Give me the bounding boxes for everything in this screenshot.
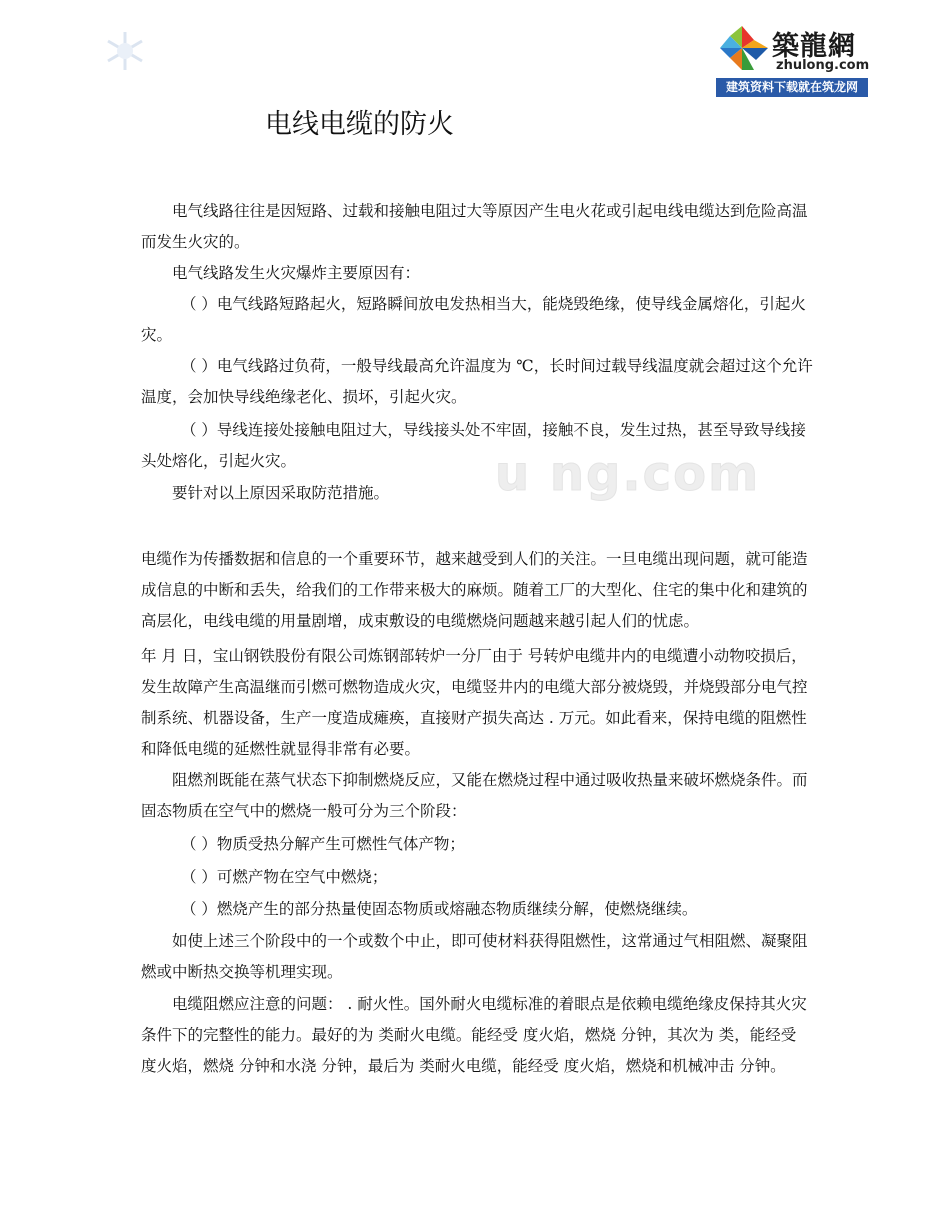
paragraph: 电气线路发生火灾爆炸主要原因有： xyxy=(172,264,421,282)
logo-domain: zhulong.com xyxy=(776,58,870,73)
logo-name: 築龍網 xyxy=(772,31,856,62)
snowflake-watermark-icon xyxy=(104,30,146,72)
paragraph: 电缆阻燃应注意的问题： . 耐火性。国外耐火电缆标准的着眼点是依赖电缆绝缘皮保持其火灾条件下的完整性的能力。最好的为 类耐火电缆。能经受 度火焰，燃烧 分钟，其次为 类，能经受 度火焰，燃烧 分钟和水浇 分钟，最后为 类耐火电缆，能经受 度火焰，燃烧和机械冲击 分钟。 xyxy=(141,995,807,1075)
paragraph: 要针对以上原因采取防范措施。 xyxy=(172,484,390,502)
document-title: 电线电缆的防火 xyxy=(265,109,454,140)
paragraph: 电缆作为传播数据和信息的一个重要环节，越来越受到人们的关注。一旦电缆出现问题，就可能造成信息的中断和丢失，给我们的工作带来极大的麻烦。随着工厂的大型化、住宅的集中化和建筑的高层化，电线电缆的用量剧增，成束敷设的电缆燃烧问题越来越引起人们的忧虑。 xyxy=(141,550,808,630)
paragraph: 如使上述三个阶段中的一个或数个中止，即可使材料获得阻燃性，这常通过气相阻燃、凝聚阻燃或中断热交换等机理实现。 xyxy=(141,932,808,981)
paragraph: 年 月 日，宝山钢铁股份有限公司炼钢部转炉一分厂由于 号转炉电缆井内的电缆遭小动物咬损后，发生故障产生高温继而引燃可燃物造成火灾，电缆竖井内的电缆大部分被烧毁，并烧毁部分电气控制系统、机器设备，生产一度造成瘫痪，直接财产损失高达 . 万元。如此看来，保持电缆的阻燃性和降低电缆的延燃性就显得非常有必要。 xyxy=(141,647,808,758)
paragraph: 阻燃剂既能在蒸气状态下抑制燃烧反应，又能在燃烧过程中通过吸收热量来破坏燃烧条件。而固态物质在空气中的燃烧一般可分为三个阶段： xyxy=(141,771,808,820)
site-watermark: u ng.com xyxy=(495,446,761,502)
zhulong-logo xyxy=(712,18,870,98)
list-item: （ ）物质受热分解产生可燃性气体产物； xyxy=(181,835,465,853)
list-item: （ ）导线连接处接触电阻过大，导线接头处不牢固，接触不良，发生过热，甚至导致导线接头处熔化，引起火灾。 xyxy=(141,421,806,470)
paragraph: 电气线路往往是因短路、过载和接触电阻过大等原因产生电火花或引起电线电缆达到危险高温而发生火灾的。 xyxy=(141,202,808,251)
list-item: （ ）电气线路过负荷，一般导线最高允许温度为 ℃，长时间过载导线温度就会超过这个允许温度，会加快导线绝缘老化、损坏，引起火灾。 xyxy=(141,357,813,406)
logo-slogan: 建筑资料下载就在筑龙网 xyxy=(716,78,868,97)
list-item: （ ）燃烧产生的部分热量使固态物质或熔融态物质继续分解，使燃烧继续。 xyxy=(181,900,698,918)
list-item: （ ）可燃产物在空气中燃烧； xyxy=(181,868,388,886)
list-item: （ ）电气线路短路起火，短路瞬间放电发热相当大，能烧毁绝缘，使导线金属熔化，引起火灾。 xyxy=(141,295,806,344)
